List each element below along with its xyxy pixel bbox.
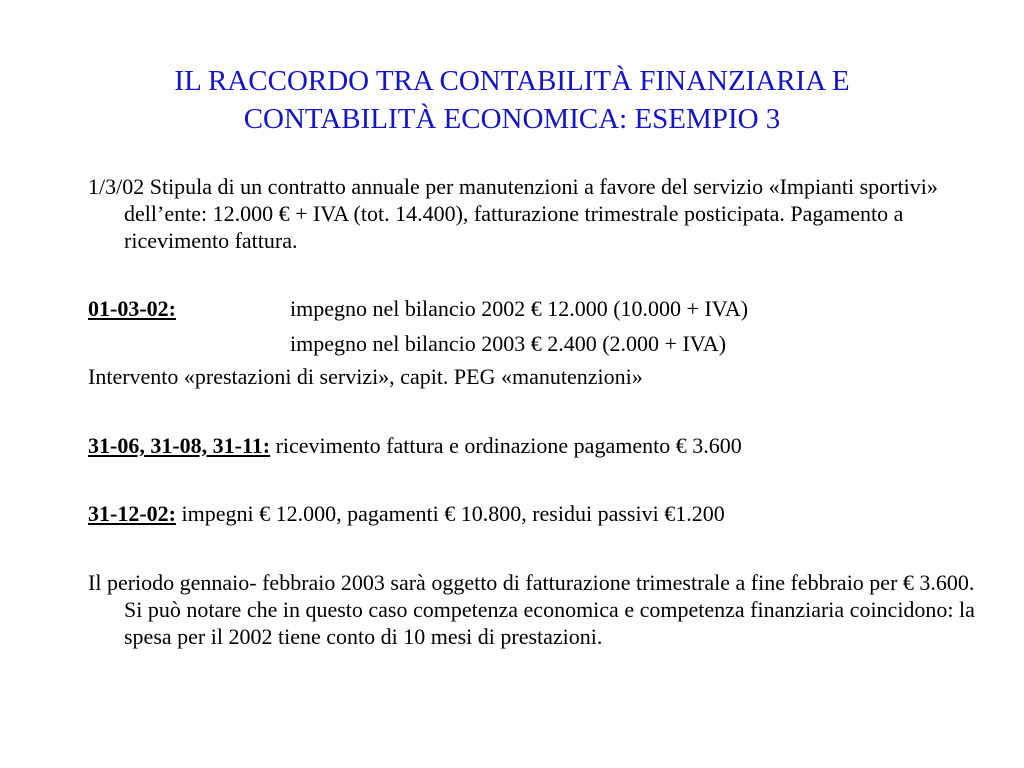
commitment-row-2002 — [88, 295, 748, 322]
slide-title — [60, 62, 964, 138]
intervento-line: Intervento «prestazioni di servizi», capit. PEG «manutenzioni» — [88, 364, 643, 389]
yearend-date: 31-12-02: — [88, 501, 176, 526]
commitment-2002-text: impegno nel bilancio 2002 € 12.000 (10.000 + IVA) — [290, 296, 749, 321]
slide-title-line-2: CONTABILITÀ ECONOMICA: ESEMPIO 3 — [243, 103, 781, 135]
invoice-text: ricevimento fattura e ordinazione pagamento € 3.600 — [270, 433, 742, 458]
commitment-date: 01-03-02: — [88, 296, 176, 321]
yearend-text: impegni € 12.000, pagamenti € 10.800, residui passivi €1.200 — [175, 501, 725, 526]
yearend-row — [88, 500, 725, 527]
invoice-dates: 31-06, 31-08, 31-11: — [88, 433, 271, 458]
closing-paragraph: Il periodo gennaio- febbraio 2003 sarà oggetto di fatturazione trimestrale a fine febbraio per € 3.600. Si può notare che in questo caso competenza economica e competenza finanziaria coincidono: la spesa per il 2002 tiene conto di 10 mesi di prestazioni. — [88, 570, 975, 649]
slide-title-line-1: IL RACCORDO TRA CONTABILITÀ FINANZIARIA E — [174, 65, 850, 97]
invoice-row — [88, 432, 742, 459]
commitment-2003-text: impegno nel bilancio 2003 € 2.400 (2.000 + IVA) — [290, 331, 727, 356]
intro-paragraph: 1/3/02 Stipula di un contratto annuale per manutenzioni a favore del servizio «Impianti sportivi» dell’ente: 12.000 € + IVA (tot. 14.400), fatturazione trimestrale posticipata. Pagamento a ricevimento fattura. — [88, 174, 938, 253]
